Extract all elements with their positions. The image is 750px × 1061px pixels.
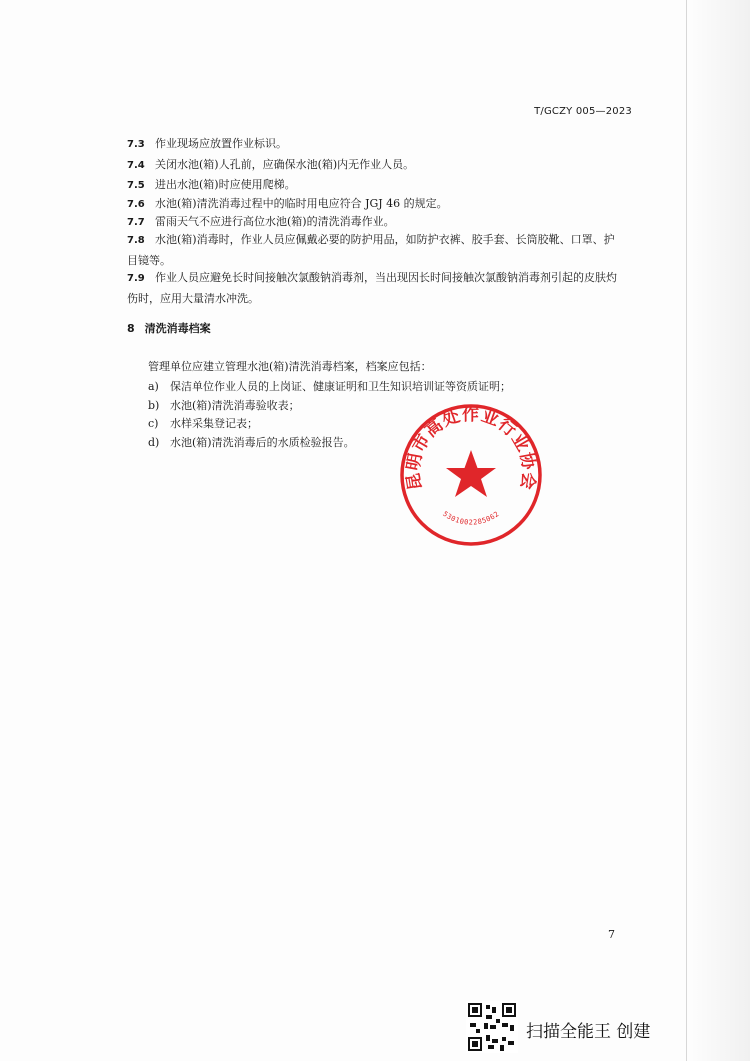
list-text: 水池(箱)清洗消毒验收表；	[170, 399, 300, 412]
association-seal	[398, 402, 544, 548]
clause-7-9	[127, 268, 647, 309]
list-marker: a)	[148, 380, 159, 393]
list-text: 水样采集登记表；	[170, 417, 258, 430]
page-number: 7	[608, 928, 615, 941]
section-number: 8	[127, 322, 135, 335]
clause-text: 水池(箱)清洗消毒过程中的临时用电应符合 JGJ 46 的规定。	[155, 197, 448, 210]
clause-text: 水池(箱)消毒时，作业人员应佩戴必要的防护用品，如防护衣裤、胶手套、长筒胶靴、口罩、护	[155, 233, 615, 246]
scanner-brand-text: 扫描全能王 创建	[526, 1022, 651, 1042]
clause-number: 7.4	[127, 160, 145, 171]
clause-text: 关闭水池(箱)人孔前，应确保水池(箱)内无作业人员。	[155, 158, 415, 171]
section-title: 清洗消毒档案	[144, 322, 211, 335]
clause-text: 作业现场应放置作业标识。	[155, 137, 287, 150]
seal-code-text: 5301002285062	[441, 509, 501, 527]
clause-7-8	[127, 230, 647, 271]
document-code: T/GCZY 005—2023	[534, 106, 632, 117]
list-text: 保洁单位作业人员的上岗证、健康证明和卫生知识培训证等资质证明；	[170, 380, 511, 393]
seal-star-icon	[446, 450, 496, 497]
clause-number: 7.7	[127, 217, 145, 228]
clause-number: 7.6	[127, 199, 145, 210]
list-item-d	[148, 434, 355, 450]
clause-text: 雷雨天气不应进行高位水池(箱)的清洗消毒作业。	[155, 215, 395, 228]
section-intro: 管理单位应建立管理水池(箱)清洗消毒档案，档案应包括：	[148, 360, 432, 373]
clause-continuation: 伤时，应用大量清水冲洗。	[127, 292, 259, 305]
clause-text: 进出水池(箱)时应使用爬梯。	[155, 178, 296, 191]
clause-number: 7.9	[127, 273, 145, 284]
svg-text:5301002285062	[441, 510, 501, 527]
clause-7-3	[127, 134, 647, 155]
clause-7-4	[127, 155, 647, 176]
clause-7-5	[127, 175, 647, 196]
list-text: 水池(箱)清洗消毒后的水质检验报告。	[170, 436, 355, 449]
list-marker: b)	[148, 399, 160, 412]
qr-code-icon	[466, 1001, 518, 1053]
scanner-watermark	[466, 1001, 676, 1053]
clause-number: 7.3	[127, 139, 145, 150]
clause-number: 7.5	[127, 180, 145, 191]
list-item-a	[148, 378, 511, 394]
list-marker: d)	[148, 436, 160, 449]
list-item-c	[148, 415, 258, 431]
list-item-b	[148, 397, 300, 413]
clause-text: 作业人员应避免长时间接触次氯酸钠消毒剂，当出现因长时间接触次氯酸钠消毒剂引起的皮肤灼	[155, 271, 617, 284]
scan-edge-shadow	[690, 0, 750, 1061]
clause-number: 7.8	[127, 235, 145, 246]
seal-ring-text: 昆明市高处作业行业协会	[403, 404, 539, 492]
clause-continuation: 目镜等。	[127, 254, 171, 267]
scan-edge-line	[686, 0, 687, 1061]
section-heading	[127, 320, 211, 336]
list-marker: c)	[148, 417, 159, 430]
